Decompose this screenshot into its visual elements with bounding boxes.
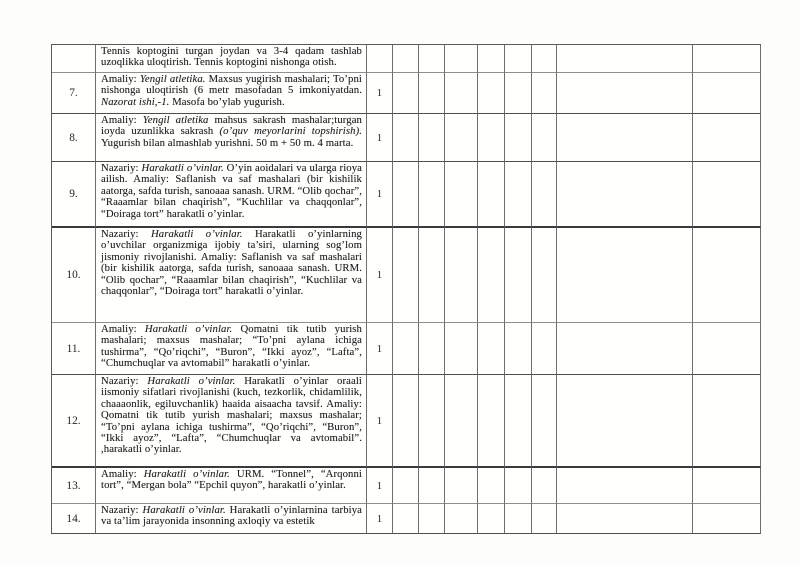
lesson-text-segment: Harakatli o’yinlarnina tarbiya va ta’lim jarayonida insonning axloqiy va estetik (101, 504, 362, 528)
lesson-text-segment: Qomatni tik tutib yurish mashalari; maxsus mashalar; “To’pni aylana ichiga tushirma”, “Qo’riqchi”, “Buron”, “Ikki ayoz”, “Lafta”, “Chumchuqlar va avtomabil” harakatli o’yinlar. (101, 323, 362, 370)
empty-cell (445, 45, 478, 73)
lesson-text-italic-segment: (o’quv meyorlarini topshirish). (219, 125, 362, 138)
lesson-text-segment: Amaliy: (101, 468, 144, 480)
lesson-text-italic-segment: Harakatli o’vinlar. (142, 504, 226, 516)
empty-cell (505, 375, 532, 468)
lesson-text (96, 45, 367, 73)
empty-cell (505, 162, 532, 228)
empty-cell (445, 73, 478, 114)
empty-cell (419, 162, 445, 228)
empty-cell (532, 375, 557, 468)
empty-cell (693, 468, 761, 504)
empty-cell (557, 468, 693, 504)
row-number: 8. (52, 114, 96, 162)
empty-cell (478, 504, 505, 534)
empty-cell (419, 323, 445, 375)
lesson-text-segment: Amaliy: (101, 73, 140, 85)
empty-cell (419, 504, 445, 534)
empty-cell (393, 468, 419, 504)
empty-cell (557, 45, 693, 73)
empty-cell (532, 114, 557, 162)
empty-cell (693, 114, 761, 162)
empty-cell (505, 468, 532, 504)
empty-cell (557, 504, 693, 534)
lesson-text-segment: Amaliy: (101, 114, 143, 126)
row-number: 9. (52, 162, 96, 228)
lesson-text-segment: O’yin aoidalari va ularga rioya ailish. Amaliy: Saflanish va saf mashalari (bir kishilik aatorga, safda turish, sanoaaa sanash. URM. “Olib qochar”, “Raaamlar bilan chaqirish”, “Kuchlilar va chaqqonlar”, “Doiraga tort” harakatli o’yinlar. (101, 162, 362, 220)
empty-cell (445, 162, 478, 228)
empty-cell (505, 73, 532, 114)
lesson-text (96, 162, 367, 228)
lesson-text-segment: URM. “Tonnel”, “Arqonni tort”, “Mergan bola” “Epchil quyon”, harakatli o’yinlar. (101, 468, 362, 492)
empty-cell (532, 73, 557, 114)
lesson-text-italic-segment: Harakatli o’vinlar. (144, 323, 233, 335)
hours-value: 1 (367, 323, 393, 375)
lesson-text-italic-segment: Nazorat ishi,-1. (101, 95, 170, 108)
lesson-text (96, 375, 367, 468)
lesson-text-segment: Nazariy: (101, 375, 148, 387)
empty-cell (532, 228, 557, 323)
empty-cell (693, 73, 761, 114)
empty-cell (532, 468, 557, 504)
empty-cell (532, 162, 557, 228)
hours-value: 1 (367, 162, 393, 228)
empty-cell (505, 504, 532, 534)
empty-cell (557, 114, 693, 162)
empty-cell (478, 323, 505, 375)
lesson-text-segment: Harakatli o’yinlar oraali iismoniy sifatlari rivojlanishi (kuch, tezkorlik, chidamlilik, chaaaonlik, egiluvchanlik) haaida aisaacha tavsif. Amaliy: Qomatni tik tutib yurish mashalari; maxsus mashalar; “To’pni aylana ichiga tushirma”, “Qo’riqchi”, “Buron”, “Ikki ayoz”, “Lafta”, “Chumchuqlar va avtomabil”. ,harakatli o’yinlar. (101, 375, 362, 456)
empty-cell (393, 375, 419, 468)
lesson-text-segment: Amaliy: (101, 323, 145, 335)
empty-cell (445, 504, 478, 534)
empty-cell (478, 73, 505, 114)
empty-cell (693, 323, 761, 375)
hours-value: 1 (367, 73, 393, 114)
empty-cell (419, 468, 445, 504)
empty-cell (557, 73, 693, 114)
empty-cell (693, 375, 761, 468)
empty-cell (393, 228, 419, 323)
empty-cell (505, 114, 532, 162)
empty-cell (532, 504, 557, 534)
empty-cell (505, 228, 532, 323)
lesson-text-segment: Harakatli o’yinlarning o’uvchilar organizmiga ijobiy ta’siri, ularning sog’lom jismoniy rivojlanishi. Amaliy: Saflanish va saf mashalari (bir kishilik aatorga, safda turish, sanoaaa sanash. URM. “Olib qochar”, “Raaamlar bilan chaqirish”, “Kuchlilar va chaqqonlar”, “Doiraga tort” harakatli o’yinlar. (101, 228, 362, 298)
lesson-text-segment: Tennis koptogini turgan joydan va 3-4 qadam tashlab uzoqlikka uloqtirish. Tennis koptogini nishonga otish. (101, 45, 362, 69)
lesson-text (96, 73, 367, 114)
empty-cell (445, 375, 478, 468)
lesson-text-italic-segment: Yengil atletika (142, 114, 209, 126)
empty-cell (419, 114, 445, 162)
empty-cell (393, 45, 419, 73)
lesson-text (96, 228, 367, 323)
empty-cell (393, 162, 419, 228)
empty-cell (393, 114, 419, 162)
lesson-text-italic-segment: Harakatli o’vinlar. (150, 228, 243, 240)
row-number: 10. (52, 228, 96, 323)
hours-value: 1 (367, 114, 393, 162)
lesson-text (96, 114, 367, 162)
empty-cell (478, 375, 505, 468)
lesson-text (96, 504, 367, 534)
empty-cell (393, 504, 419, 534)
empty-cell (445, 228, 478, 323)
empty-cell (419, 228, 445, 323)
empty-cell (478, 468, 505, 504)
row-number: 13. (52, 468, 96, 504)
empty-cell (532, 323, 557, 375)
hours-value: 1 (367, 504, 393, 534)
curriculum-table (51, 44, 761, 534)
empty-cell (557, 228, 693, 323)
empty-cell (393, 73, 419, 114)
empty-cell (693, 162, 761, 228)
empty-cell (419, 73, 445, 114)
empty-cell (445, 323, 478, 375)
empty-cell (445, 468, 478, 504)
row-number: 14. (52, 504, 96, 534)
empty-cell (693, 228, 761, 323)
lesson-text-italic-segment: Harakatli o’vinlar. (143, 468, 230, 480)
empty-cell (419, 45, 445, 73)
lesson-text-segment: Yugurish bilan almashlab yurishni. 50 m + 50 m. 4 marta. (101, 136, 354, 149)
hours-value (367, 45, 393, 73)
lesson-text-segment: Nazariy: (101, 162, 142, 174)
hours-value: 1 (367, 375, 393, 468)
row-number (52, 45, 96, 73)
empty-cell (693, 45, 761, 73)
lesson-text-segment: mahsus sakrash mashalar;turgan ioyda uzunlikka sakrash (101, 114, 362, 138)
lesson-text (96, 468, 367, 504)
lesson-text-italic-segment: Yengil atletika. (139, 73, 206, 85)
empty-cell (445, 114, 478, 162)
empty-cell (393, 323, 419, 375)
hours-value: 1 (367, 468, 393, 504)
lesson-text-italic-segment: Harakatli o’vinlar. (141, 162, 224, 174)
empty-cell (505, 45, 532, 73)
empty-cell (557, 162, 693, 228)
hours-value: 1 (367, 228, 393, 323)
empty-cell (505, 323, 532, 375)
empty-cell (693, 504, 761, 534)
lesson-text-segment: Nazariy: (101, 504, 143, 516)
row-number: 7. (52, 73, 96, 114)
empty-cell (478, 45, 505, 73)
empty-cell (478, 114, 505, 162)
empty-cell (557, 375, 693, 468)
lesson-text-segment: Nazariy: (101, 228, 151, 240)
empty-cell (478, 162, 505, 228)
empty-cell (478, 228, 505, 323)
lesson-text-italic-segment: Harakatli o’vinlar. (147, 375, 236, 387)
empty-cell (557, 323, 693, 375)
lesson-text (96, 323, 367, 375)
lesson-text-segment: Masofa bo’ylab yugurish. (169, 95, 285, 108)
empty-cell (419, 375, 445, 468)
lesson-text-segment: Maxsus yugirish mashalari; To’pni nishonga uloqtirish (6 metr masofadan 5 imkoniyatdan. (101, 73, 362, 97)
row-number: 11. (52, 323, 96, 375)
row-number: 12. (52, 375, 96, 468)
empty-cell (532, 45, 557, 73)
